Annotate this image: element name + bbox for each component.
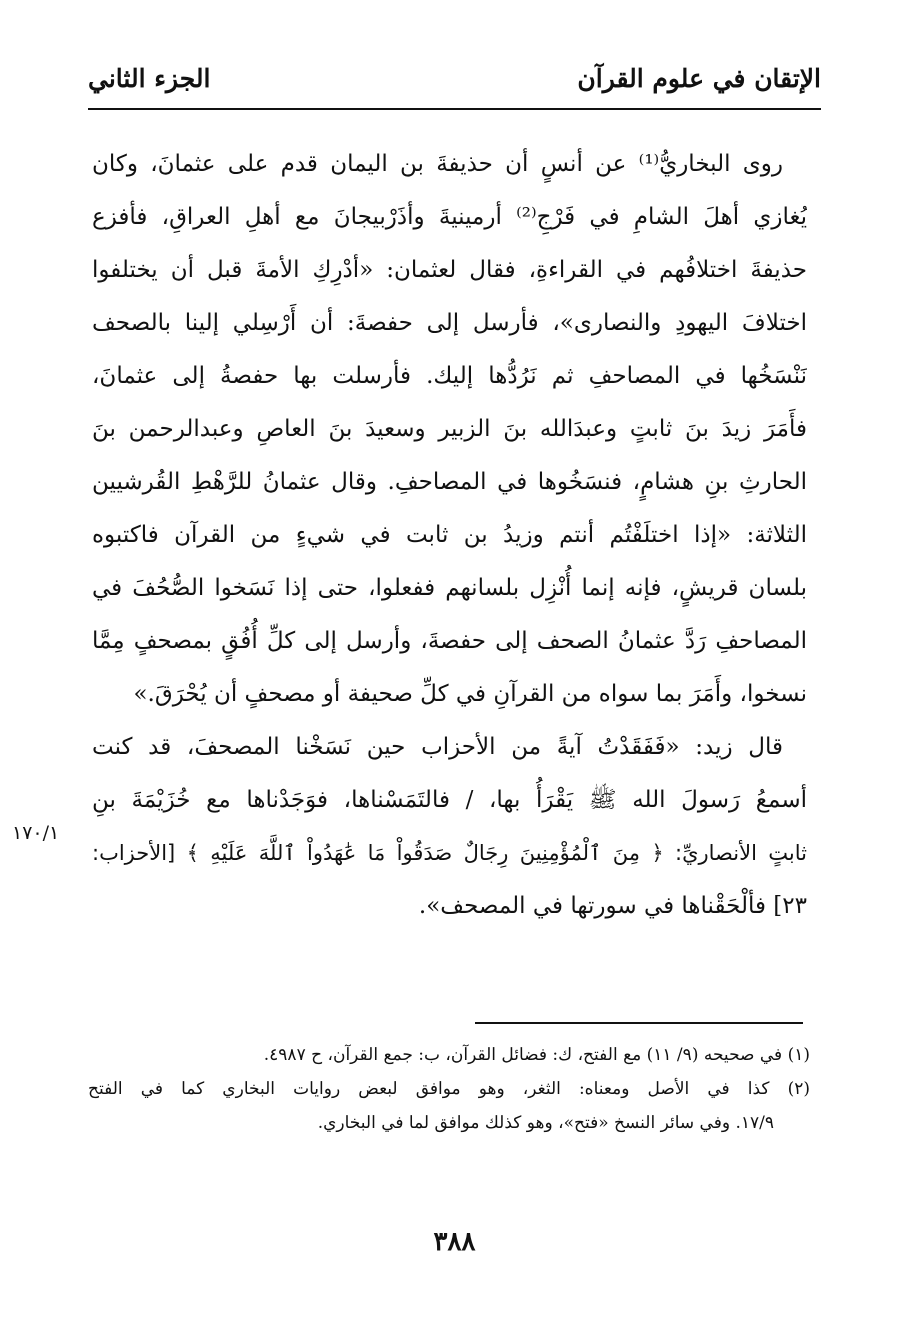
header-rule: [88, 108, 821, 110]
footnote-2-continued: ١٧/٩. وفي سائر النسخ «فتح»، وهو كذلك موافق لما في البخاري.: [317, 1113, 774, 1133]
book-title: الإتقان في علوم القرآن: [577, 64, 821, 93]
page-number: ٣٨٨: [433, 1227, 476, 1257]
quran-verse-line: ثابتٍ الأنصاريِّ: ﴿ مِنَ ٱلْمُؤْمِنِينَ رِجَالٌ صَدَقُواْ مَا عَٰهَدُواْ ٱللَّهَ عَلَيْهِ ﴾ [الأحزاب:: [92, 841, 807, 865]
text-line: اختلافَ اليهودِ والنصارى»، فأرسل إلى حفصةَ: أن أَرْسِلي إلينا بالصحف: [92, 310, 807, 336]
text-line: بلسان قريشٍ، فإنه إنما أُنْزِل بلسانهم ففعلوا، حتى إذا نَسَخوا الصُّحُفَ في: [92, 575, 807, 601]
footnote-2: (٢) كذا في الأصل ومعناه: الثغر، وهو موافق لبعض روايات البخاري كما في الفتح: [88, 1079, 810, 1099]
text-line: الثلاثة: «إذا اختلَفْتُم أنتم وزيدُ بن ثابت في شيءٍ من القرآن فاكتبوه: [92, 522, 807, 548]
running-header: [88, 64, 821, 108]
footnotes: [88, 1038, 810, 1140]
text-line: الحارثِ بنِ هشامٍ، فنسَخُوها في المصاحفِ. وقال عثمانُ للرَّهْطِ القُرشيين: [92, 469, 807, 495]
text-line: قال زيد: «فَفَقَدْتُ آيةً من الأحزاب حين نَسَخْنا المصحفَ، قد كنت: [92, 734, 783, 760]
text-line: نسخوا، وأَمَرَ بما سواه من القرآنِ في كلِّ صحيفة أو مصحفٍ أن يُحْرَقَ.»: [133, 681, 807, 707]
main-text: [92, 138, 807, 933]
text-line: المصاحفِ رَدَّ عثمانُ الصحف إلى حفصةَ، وأرسل إلى كلِّ أُفُقٍ بمصحفٍ مِمَّا: [92, 628, 807, 654]
text-line: ٢٣] فألْحَقْناها في سورتها في المصحف».: [418, 893, 807, 919]
text-line: فأَمَرَ زيدَ بنَ ثابتٍ وعبدَالله بنَ الزبير وسعيدَ بنَ العاصِ وعبدالرحمن بنَ: [92, 416, 807, 442]
footnote-rule: [475, 1022, 803, 1024]
text-line: روى البخاريُّ⁽¹⁾ عن أنسٍ أن حذيفةَ بن اليمان قدم على عثمانَ، وكان: [92, 151, 784, 177]
volume-label: الجزء الثاني: [88, 64, 211, 93]
text-line: حذيفةَ اختلافُهم في القراءةِ، فقال لعثمان: «أدْرِكِ الأمةَ قبل أن يختلفوا: [92, 257, 807, 283]
text-line: نَنْسَخُها في المصاحفِ ثم نَرُدُّها إليك. فأرسلت بها حفصةُ إلى عثمانَ،: [92, 363, 807, 389]
footnote-1: (١) في صحيحه (٩/ ١١) مع الفتح، ك: فضائل القرآن، ب: جمع القرآن، ح ٤٩٨٧.: [263, 1045, 810, 1065]
text-line: أسمعُ رَسولَ الله ﷺ يَقْرَأُ بها، / فالتَمَسْناها، فوَجَدْناها مع خُزَيْمَةَ بنِ: [92, 787, 807, 813]
margin-page-reference: ١٧٠/١: [12, 822, 60, 844]
text-line: يُغازي أهلَ الشامِ في فَرْجِ⁽²⁾ أرمينيةَ وأذَرْبيجانَ مع أهلِ العراقِ، فأفزع: [92, 204, 807, 230]
